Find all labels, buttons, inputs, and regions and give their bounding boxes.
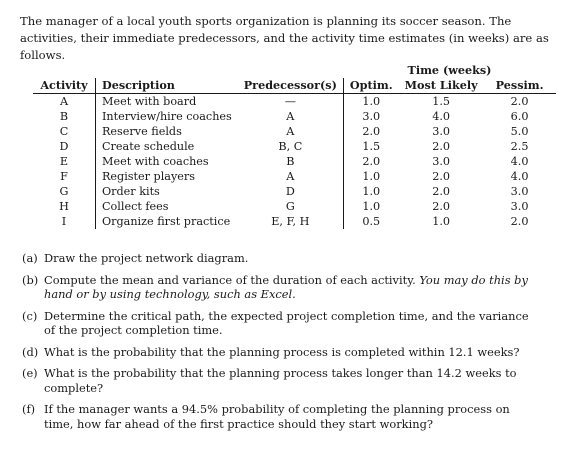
description-cell: Register players <box>102 170 195 183</box>
question-item <box>22 273 542 302</box>
table-row <box>33 109 556 124</box>
activity-cell: B <box>33 109 96 124</box>
header-optimistic: Optim. <box>343 78 398 94</box>
table-row <box>33 199 556 214</box>
question-list <box>22 251 542 438</box>
most-likely-cell: 1.5 <box>432 95 450 108</box>
question-text <box>44 366 542 395</box>
description-cell: Create schedule <box>102 140 195 153</box>
time-weeks-header: Time (weeks) <box>407 63 492 77</box>
question-main-text: Determine the critical path, the expected project completion time, and the variance of the project completion time. <box>44 308 529 337</box>
question-main-text: What is the probability that the planning process takes longer than 14.2 weeks to complete? <box>44 366 517 395</box>
table-row <box>33 124 556 139</box>
question-label: (e) <box>22 366 38 380</box>
pessimistic-cell: 3.0 <box>510 200 529 213</box>
header-description: Description <box>96 78 238 94</box>
table-row <box>33 94 556 110</box>
optimistic-cell: 1.0 <box>362 200 381 213</box>
question-text <box>44 251 542 266</box>
table-header-row <box>33 78 556 94</box>
most-likely-cell: 1.0 <box>432 215 450 228</box>
pessimistic-cell: 2.0 <box>510 95 529 108</box>
header-pessimistic: Pessim. <box>484 78 556 94</box>
question-item <box>22 345 542 360</box>
description-cell: Organize first practice <box>102 215 231 228</box>
most-likely-cell: 2.0 <box>432 200 450 213</box>
table-body <box>33 94 556 230</box>
header-predecessors: Predecessor(s) <box>238 78 344 94</box>
pessimistic-cell: 2.5 <box>510 140 529 153</box>
pessimistic-cell: 2.0 <box>510 215 529 228</box>
question-label: (f) <box>22 402 36 416</box>
question-text <box>44 309 542 338</box>
description-cell: Meet with coaches <box>102 155 209 168</box>
pessimistic-cell: 5.0 <box>510 125 529 138</box>
predecessor-cell: B, C <box>238 139 344 154</box>
most-likely-cell: 2.0 <box>432 140 450 153</box>
question-main-text: Compute the mean and variance of the duration of each activity. <box>44 272 420 287</box>
predecessor-cell: B <box>238 154 344 169</box>
question-item <box>22 366 542 395</box>
activity-cell: C <box>33 124 96 139</box>
activity-cell: H <box>33 199 96 214</box>
activity-cell: A <box>33 94 96 110</box>
question-item <box>22 402 542 431</box>
most-likely-cell: 3.0 <box>432 155 450 168</box>
pessimistic-cell: 6.0 <box>510 110 529 123</box>
question-main-text: Draw the project network diagram. <box>44 251 249 265</box>
optimistic-cell: 2.0 <box>362 155 381 168</box>
question-label: (a) <box>22 251 38 265</box>
table-row <box>33 139 556 154</box>
question-main-text: What is the probability that the planning process is completed within 12.1 weeks? <box>44 344 520 359</box>
predecessor-cell: E, F, H <box>238 214 344 229</box>
pessimistic-cell: 4.0 <box>510 155 529 168</box>
question-main-text: If the manager wants a 94.5% probability of completing the planning process on time, how far ahead of the first practice should they start working? <box>44 402 510 431</box>
optimistic-cell: 1.0 <box>362 170 381 183</box>
table-row <box>33 184 556 199</box>
pessimistic-cell: 4.0 <box>510 170 529 183</box>
header-most-likely: Most Likely <box>399 78 484 94</box>
predecessor-cell: G <box>238 199 344 214</box>
question-note: You may do this by hand or by using technology, such as Excel. <box>44 272 528 301</box>
activity-table <box>33 63 556 229</box>
question-text <box>44 273 542 302</box>
description-cell: Collect fees <box>102 200 169 213</box>
activity-cell: D <box>33 139 96 154</box>
most-likely-cell: 2.0 <box>432 170 450 183</box>
question-item <box>22 251 542 266</box>
table-group-header-row <box>33 63 556 78</box>
table-row <box>33 169 556 184</box>
predecessor-cell: A <box>238 109 344 124</box>
most-likely-cell: 3.0 <box>432 125 450 138</box>
predecessor-cell: D <box>238 184 344 199</box>
question-text <box>44 402 542 431</box>
optimistic-cell: 0.5 <box>362 215 381 228</box>
optimistic-cell: 1.0 <box>362 95 381 108</box>
description-cell: Meet with board <box>102 95 197 108</box>
activity-cell: E <box>33 154 96 169</box>
question-item <box>22 309 542 338</box>
description-cell: Reserve fields <box>102 125 182 138</box>
pessimistic-cell: 3.0 <box>510 185 529 198</box>
optimistic-cell: 1.5 <box>362 140 381 153</box>
optimistic-cell: 3.0 <box>362 110 381 123</box>
question-label: (c) <box>22 308 38 323</box>
most-likely-cell: 2.0 <box>432 185 450 198</box>
table-row <box>33 214 556 229</box>
question-label: (d) <box>22 344 39 359</box>
table-row <box>33 154 556 169</box>
activity-cell: F <box>33 169 96 184</box>
most-likely-cell: 4.0 <box>432 110 450 123</box>
predecessor-cell: — <box>238 94 344 110</box>
description-cell: Order kits <box>102 185 160 198</box>
activity-cell: G <box>33 184 96 199</box>
optimistic-cell: 1.0 <box>362 185 381 198</box>
predecessor-cell: A <box>238 169 344 184</box>
optimistic-cell: 2.0 <box>362 125 381 138</box>
header-activity: Activity <box>33 78 96 94</box>
description-cell: Interview/hire coaches <box>102 110 232 123</box>
question-label: (b) <box>22 272 39 287</box>
activity-cell: I <box>33 214 96 229</box>
predecessor-cell: A <box>238 124 344 139</box>
question-text <box>44 345 542 360</box>
intro-paragraph: The manager of a local youth sports organization is planning its soccer season. The activities, their immediate predecessors, and the activity time estimates (in weeks) are as follows. <box>20 14 549 62</box>
